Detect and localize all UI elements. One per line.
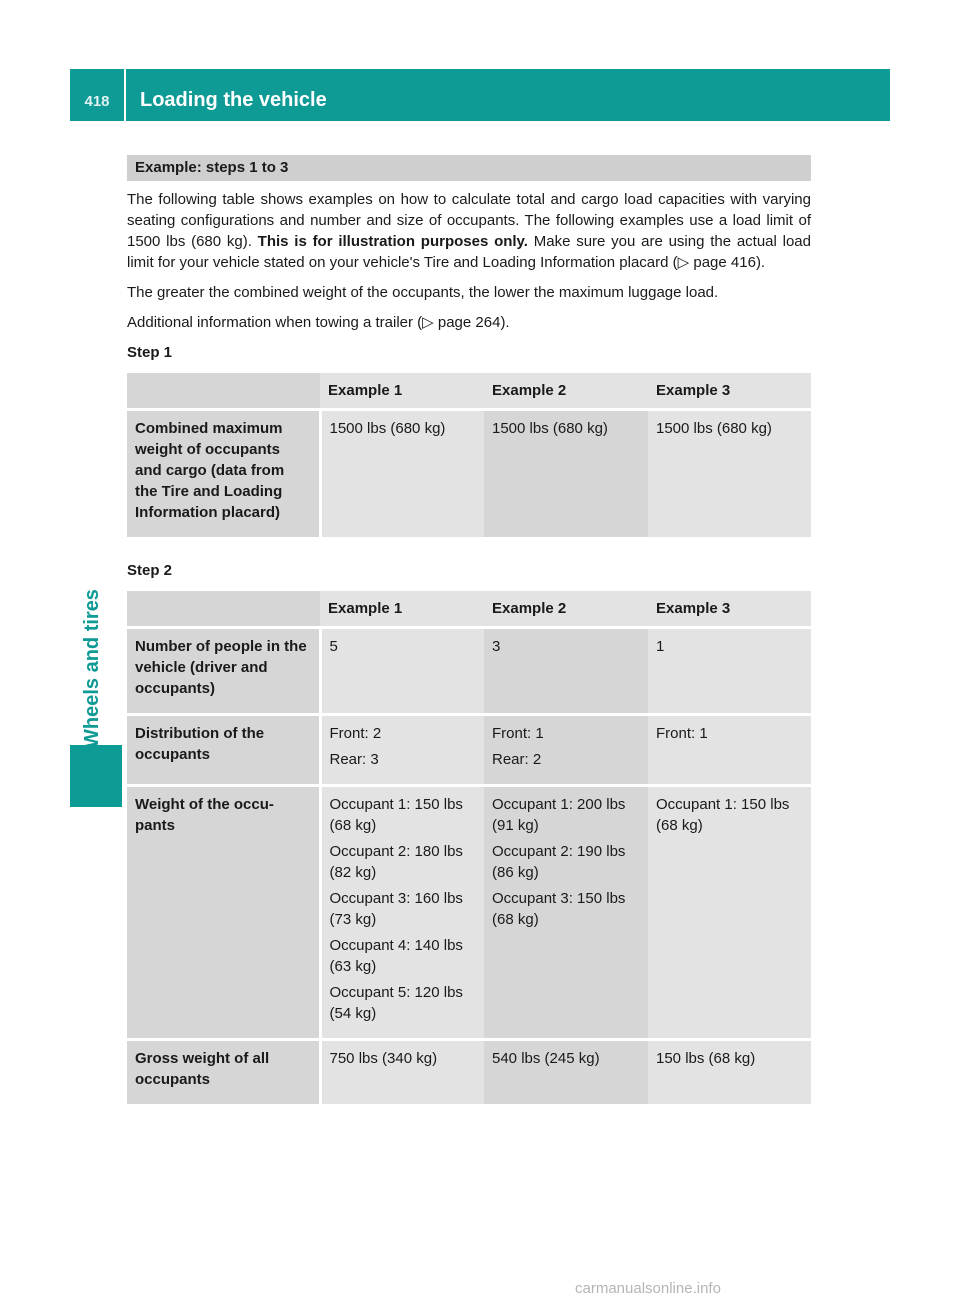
- page-number: 418: [70, 69, 126, 121]
- cell-line: 540 lbs (245 kg): [492, 1050, 600, 1067]
- table-header-row: [127, 373, 811, 410]
- column-header: Example 2: [484, 373, 648, 410]
- table-cell: 1500 lbs (680 kg): [648, 410, 811, 539]
- column-header: Example 3: [648, 591, 811, 628]
- table-cell: 1500 lbs (680 kg): [320, 410, 484, 539]
- table-cell: [648, 715, 811, 786]
- cell-line: Occupant 1: 150 lbs (68 kg): [329, 796, 463, 834]
- section-heading: Example: steps 1 to 3: [127, 155, 811, 181]
- intro-text-2: Make sure you are using the actual load limit for your vehicle stated on your vehicle's Tire and Loading Information placard (: [127, 233, 811, 271]
- table-cell: [320, 715, 484, 786]
- cell-line: 3: [492, 638, 501, 655]
- table-row: [127, 786, 811, 1040]
- table-header-row: [127, 591, 811, 628]
- side-section-label: Wheels and tires: [81, 589, 103, 748]
- cell-line: Front: 1: [656, 725, 708, 742]
- cell-line: Occupant 2: 180 lbs (82 kg): [329, 843, 463, 881]
- step1-label: Step 1: [127, 344, 173, 361]
- table-cell: [320, 786, 484, 1040]
- page-ref-arrow-icon: ▷: [677, 254, 690, 271]
- step2-table: [127, 591, 811, 1107]
- page-ref-link[interactable]: page 416).: [693, 254, 766, 271]
- cell-line: Occupant 3: 160 lbs (73 kg): [329, 890, 463, 928]
- column-header: Example 2: [484, 591, 648, 628]
- step1-table: [127, 373, 811, 540]
- row-label: Weight of the occu-pants: [127, 786, 320, 1040]
- side-tab-marker: [70, 745, 122, 807]
- cell-line: Rear: 2: [492, 751, 542, 768]
- chapter-title: Loading the vehicle: [140, 88, 327, 111]
- main-content: [127, 155, 811, 1127]
- table-cell: [320, 628, 484, 715]
- table-row: [127, 715, 811, 786]
- occupant-weight-note: The greater the combined weight of the occupants, the lower the maximum luggage load.: [127, 284, 719, 301]
- cell-line: Occupant 1: 150 lbs (68 kg): [656, 796, 790, 834]
- cell-line: 5: [329, 638, 338, 655]
- table-cell: [484, 786, 648, 1040]
- cell-line: Occupant 5: 120 lbs (54 kg): [329, 984, 463, 1022]
- table-cell: [484, 715, 648, 786]
- table-cell: [320, 1040, 484, 1106]
- cell-line: Occupant 4: 140 lbs (63 kg): [329, 937, 463, 975]
- column-header: Example 3: [648, 373, 811, 410]
- cell-line: Occupant 1: 200 lbs (91 kg): [492, 796, 626, 834]
- table-cell: [484, 628, 648, 715]
- intro-paragraph: [127, 189, 811, 273]
- table-corner-cell: [127, 373, 320, 410]
- table-cell: 1500 lbs (680 kg): [484, 410, 648, 539]
- cell-line: Front: 2: [329, 725, 382, 742]
- cell-line: Occupant 3: 150 lbs (68 kg): [492, 890, 626, 928]
- table-corner-cell: [127, 591, 320, 628]
- intro-text-1: The following table shows examples on how to calculate total and cargo load capacities with varying seating configurations and number and size of occupants. The following examples use a load limit of 1500 lbs (680 kg).: [127, 191, 811, 250]
- towing-info-paragraph: [127, 312, 811, 333]
- intro-bold-note: This is for illustration purposes only.: [257, 233, 528, 250]
- table-row: [127, 628, 811, 715]
- column-header: Example 1: [320, 591, 484, 628]
- watermark: carmanualsonline.info: [575, 1280, 721, 1297]
- column-header: Example 1: [320, 373, 484, 410]
- cell-line: Rear: 3: [329, 751, 379, 768]
- cell-line: Front: 1: [492, 725, 544, 742]
- table-row: [127, 410, 811, 539]
- table-cell: [484, 1040, 648, 1106]
- towing-info-text: Additional information when towing a trailer (: [127, 314, 423, 331]
- table-cell: [648, 1040, 811, 1106]
- row-label: Gross weight of all occupants: [127, 1040, 320, 1106]
- cell-line: 1: [656, 638, 665, 655]
- cell-line: Occupant 2: 190 lbs (86 kg): [492, 843, 626, 881]
- row-label: Distribution of the occupants: [127, 715, 320, 786]
- cell-line: 150 lbs (68 kg): [656, 1050, 756, 1067]
- table-row: [127, 1040, 811, 1106]
- row-label: Combined maximum weight of occupants and cargo (data from the Tire and Loading Information placard): [127, 410, 320, 539]
- step2-label: Step 2: [127, 562, 173, 579]
- page-ref-arrow-icon: ▷: [422, 314, 434, 331]
- table-cell: [648, 786, 811, 1040]
- cell-line: 750 lbs (340 kg): [329, 1050, 438, 1067]
- row-label: Number of people in the vehicle (driver and occupants): [127, 628, 320, 715]
- towing-page-ref-link[interactable]: page 264).: [437, 314, 510, 331]
- page-header: [70, 69, 890, 121]
- table-cell: [648, 628, 811, 715]
